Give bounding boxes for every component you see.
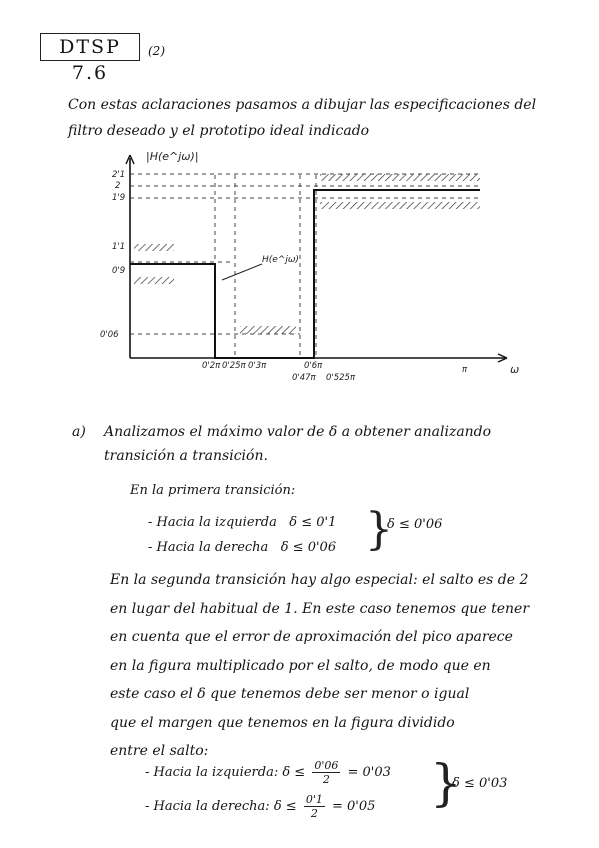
right-prefix: δ ≤ [273,799,297,814]
left-label: - Hacia la izquierda [148,515,277,530]
section-a-line-2: transición a transición. [104,448,268,464]
right-denominator: 2 [310,807,318,820]
first-transition-result: δ ≤ 0'06 [387,517,443,532]
right-equals: = 0'05 [332,799,376,814]
left-denominator: 2 [322,773,330,786]
ideal-response-curve [130,190,480,358]
x-tick-0-525pi: 0'525π [326,373,356,383]
stopband-tolerance [240,326,296,334]
para2-line-4: en la figura multiplicado por el salto, de modo que en [110,657,491,674]
second-transition-brace: } [430,754,462,812]
y-tick-0-06: 0'06 [100,330,119,340]
y-tick-0-9: 0'9 [112,266,126,276]
second-transition-result: δ ≤ 0'03 [452,776,508,791]
first-transition-right [148,535,336,560]
x-axis-title: ω [510,363,520,376]
y-tick-1-1: 1'1 [112,242,126,252]
first-transition-left [148,510,336,535]
right-label: - Hacia la derecha [148,540,269,555]
x-tick-pi: π [462,365,468,375]
x-tick-0-2pi: 0'2π [202,361,221,371]
passband1-upper-tolerance [134,244,174,251]
left-equals: = 0'03 [347,765,391,780]
right-label: - Hacia la derecha: [145,799,270,814]
second-transition-right [145,790,391,824]
passband1-lower-tolerance [134,277,174,284]
para2-line-5: este caso el δ que tenemos debe ser menor o igual [110,686,470,702]
first-transition-title: En la primera transición: [130,483,296,498]
para2-line-6: que el margen que tenemos en la figura dividido [110,714,455,731]
x-tick-0-6pi: 0'6π [304,361,323,371]
intro-line-1: Con estas aclaraciones pasamos a dibujar las especificaciones del [68,97,537,113]
ideal-response-label: H(e^jω) [262,255,299,265]
section-a-letter: a) [72,424,86,440]
y-tick-2: 2 [115,181,121,191]
page-number: (2) [148,44,165,58]
para2-line-1: En la segunda transición hay algo especial: el salto es de 2 [110,572,529,588]
x-tick-0-47pi: 0'47π [292,373,316,383]
second-transition-left [145,756,391,790]
x-tick-0-3pi: 0'3π [248,361,267,371]
first-transition-brace: } [365,504,393,555]
left-label: - Hacia la izquierda: [145,765,279,780]
reference-lines [130,174,480,358]
para2-line-3: en cuenta que el error de aproximación del pico aparece [110,629,513,645]
right-value: δ ≤ 0'06 [280,540,337,555]
x-tick-0-25pi: 0'25π [222,361,246,371]
second-transition-paragraph [110,566,580,766]
intro-line-2: filtro deseado y el prototipo ideal indicado [68,123,370,139]
passband2-lower-tolerance [320,202,480,209]
y-tick-1-9: 1'9 [112,193,126,203]
y-axis-title: |H(e^jω)| [146,150,199,163]
section-a-line-1: Analizamos el máximo valor de δ a obtener analizando [104,424,492,440]
left-prefix: δ ≤ [282,765,306,780]
left-fraction [312,759,340,786]
para2-line-7: entre el salto: [110,743,209,759]
y-tick-2-1: 2'1 [112,170,126,180]
right-numerator: 0'1 [305,793,323,806]
passband2-upper-tolerance [320,174,480,181]
problem-label-box: DTSP 7.6 [40,33,140,61]
first-transition-bullets [148,510,336,560]
second-transition-bullets [145,756,391,824]
para2-line-2: en lugar del habitual de 1. En este caso tenemos que tener [110,600,530,617]
right-fraction [304,793,325,820]
left-numerator: 0'06 [314,759,339,772]
left-value: δ ≤ 0'1 [289,515,337,530]
